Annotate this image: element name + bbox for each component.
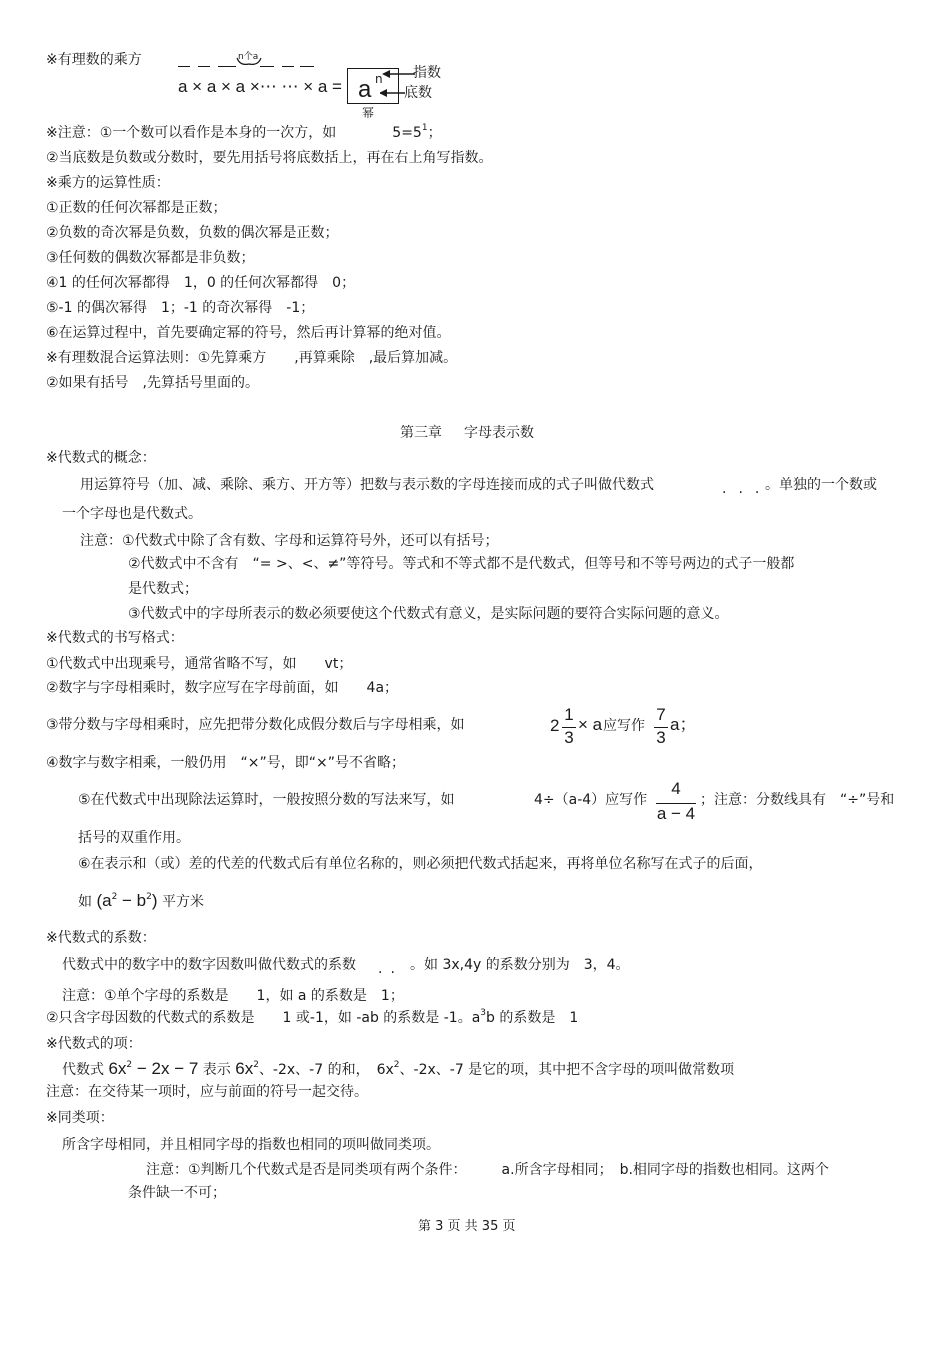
mix-rule-2: ②如果有括号 ,先算括号里面的。 [46, 375, 260, 391]
label-power: 幂 [362, 106, 375, 120]
power-note-1: ※注意：①一个数可以看作是本身的一次方，如 $5=5^1$； [46, 123, 442, 141]
like-text: 所含字母相同，并且相同字母的指数也相同的项叫做同类项。 [62, 1137, 440, 1153]
format-6-example: 如 $(a^2 - b^2)$ 平方米 [78, 891, 205, 910]
format-5b: 括号的双重作用。 [78, 830, 190, 846]
label-exponent: 指数 [413, 65, 441, 81]
prop-4: ④1 的任何次幂都得 1，0 的任何次幂都得 0； [46, 275, 356, 291]
term-note: 注意：在交待某一项时，应与前面的符号一起交待。 [46, 1084, 368, 1100]
fraction-denominator: a − 4 [656, 804, 696, 823]
power-base: a [358, 76, 372, 103]
format-1: ①代数式中出现乘号，通常省略不写，如 vt； [46, 656, 353, 672]
like-title: ※同类项： [46, 1110, 114, 1126]
label-base: 底数 [404, 85, 432, 101]
like-note: 注意：①判断几个代数式是否是同类项有两个条件： a.所含字母相同； b.相同字母的指数也相同。这两个 [146, 1162, 829, 1178]
format-5: ⑤在代数式中出现除法运算时，一般按照分数的写法来写，如 [78, 792, 455, 808]
format-6: ⑥在表示和（或）差的代差的代数式后有单位名称的，则必须把代数式括起来，再将单位名称写在式子的后面， [78, 856, 763, 872]
prop-3: ③任何数的偶数次幂都是非负数； [46, 250, 255, 266]
power-exponent: n [375, 72, 383, 86]
n-count-label: n个a [238, 52, 259, 62]
prop-2: ②负数的奇次幂是负数，负数的偶次幂是正数； [46, 225, 339, 241]
fraction-numerator: 4 [671, 779, 681, 798]
brace-icon [236, 56, 262, 68]
concept-text-2: 。单独的一个数或 [765, 477, 877, 493]
format-5-note: ；注意：分数线具有 “÷”号和 [700, 792, 895, 808]
prop-6: ⑥在运算过程中，首先要确定幂的符号，然后再计算幂的绝对值。 [46, 325, 451, 341]
power-note-2: ②当底数是负数或分数时，要先用括号将底数括上，再在右上角写指数。 [46, 150, 493, 166]
page-footer: 第 3 页 共 35 页 [418, 1219, 516, 1234]
like-note-2: 条件缺一不可； [128, 1185, 226, 1201]
concept-note-1: 注意：①代数式中除了含有数、字母和运算符号外，还可以有括号； [80, 533, 499, 549]
concept-text-3: 一个字母也是代数式。 [62, 506, 202, 522]
concept-title: ※代数式的概念： [46, 450, 156, 466]
coef-text: 代数式中的数字中的数字因数叫做代数式的系数 [62, 957, 356, 973]
emphasis-dots: ... [722, 481, 772, 497]
term-title: ※代数式的项： [46, 1036, 142, 1052]
power-expression: a × a × a ×⋯ ⋯ × a = [178, 77, 342, 96]
division-expression: 4÷（a-4）应写作 [534, 792, 648, 808]
coef-note-1: 注意：①单个字母的系数是 1，如 a 的系数是 1； [62, 988, 404, 1004]
prop-title: ※乘方的运算性质： [46, 175, 170, 191]
mix-rule: ※有理数混合运算法则：①先算乘方 ,再算乘除 ,最后算加减。 [46, 350, 458, 366]
power-title: ※有理数的乘方 [46, 52, 142, 68]
prop-1: ①正数的任何次幂都是正数； [46, 200, 227, 216]
term-text: 代数式 $6x^2 - 2x - 7$ 表示 $6x^2$、-2x、-7 的和， $6x^2$、-2x、-7 是它的项，其中把不含字母的项叫做常数项 [62, 1059, 735, 1078]
coef-note-2: ②只含字母因数的代数式的系数是 1 或-1，如 -ab 的系数是 -1。$a^3b$ 的系数是 1 [46, 1008, 579, 1026]
format-3: ③带分数与字母相乘时，应先把带分数化成假分数后与字母相乘，如 [46, 717, 465, 733]
concept-note-3: ③代数式中的字母所表示的数必须要使这个代数式有意义，是实际问题的要符合实际问题的意义。 [128, 606, 729, 622]
coef-title: ※代数式的系数： [46, 930, 156, 946]
emphasis-dots-2: .. [378, 961, 403, 977]
chapter-heading: 第三章 字母表示数 [400, 425, 534, 441]
coef-text-2: 。如 3x,4y 的系数分别为 3，4。 [410, 957, 630, 973]
concept-note-2: ②代数式中不含有 “= >、<、≠”等符号。等式和不等式都不是代数式，但等号和不等号两边的式子一般都 [128, 556, 795, 572]
concept-note-2b: 是代数式； [128, 581, 198, 597]
prop-5: ⑤-1 的偶次幂得 1；-1 的奇次幂得 -1； [46, 300, 315, 316]
format-2: ②数字与字母相乘时，数字应写在字母前面，如 4a； [46, 680, 399, 696]
format-4: ④数字与数字相乘，一般仍用 “×”号，即“×”号不省略； [46, 755, 406, 771]
concept-text-1: 用运算符号（加、减、乘除、乘方、开方等）把数与表示数的字母连接而成的式子叫做代数式 [80, 477, 654, 493]
format-title: ※代数式的书写格式： [46, 630, 184, 646]
